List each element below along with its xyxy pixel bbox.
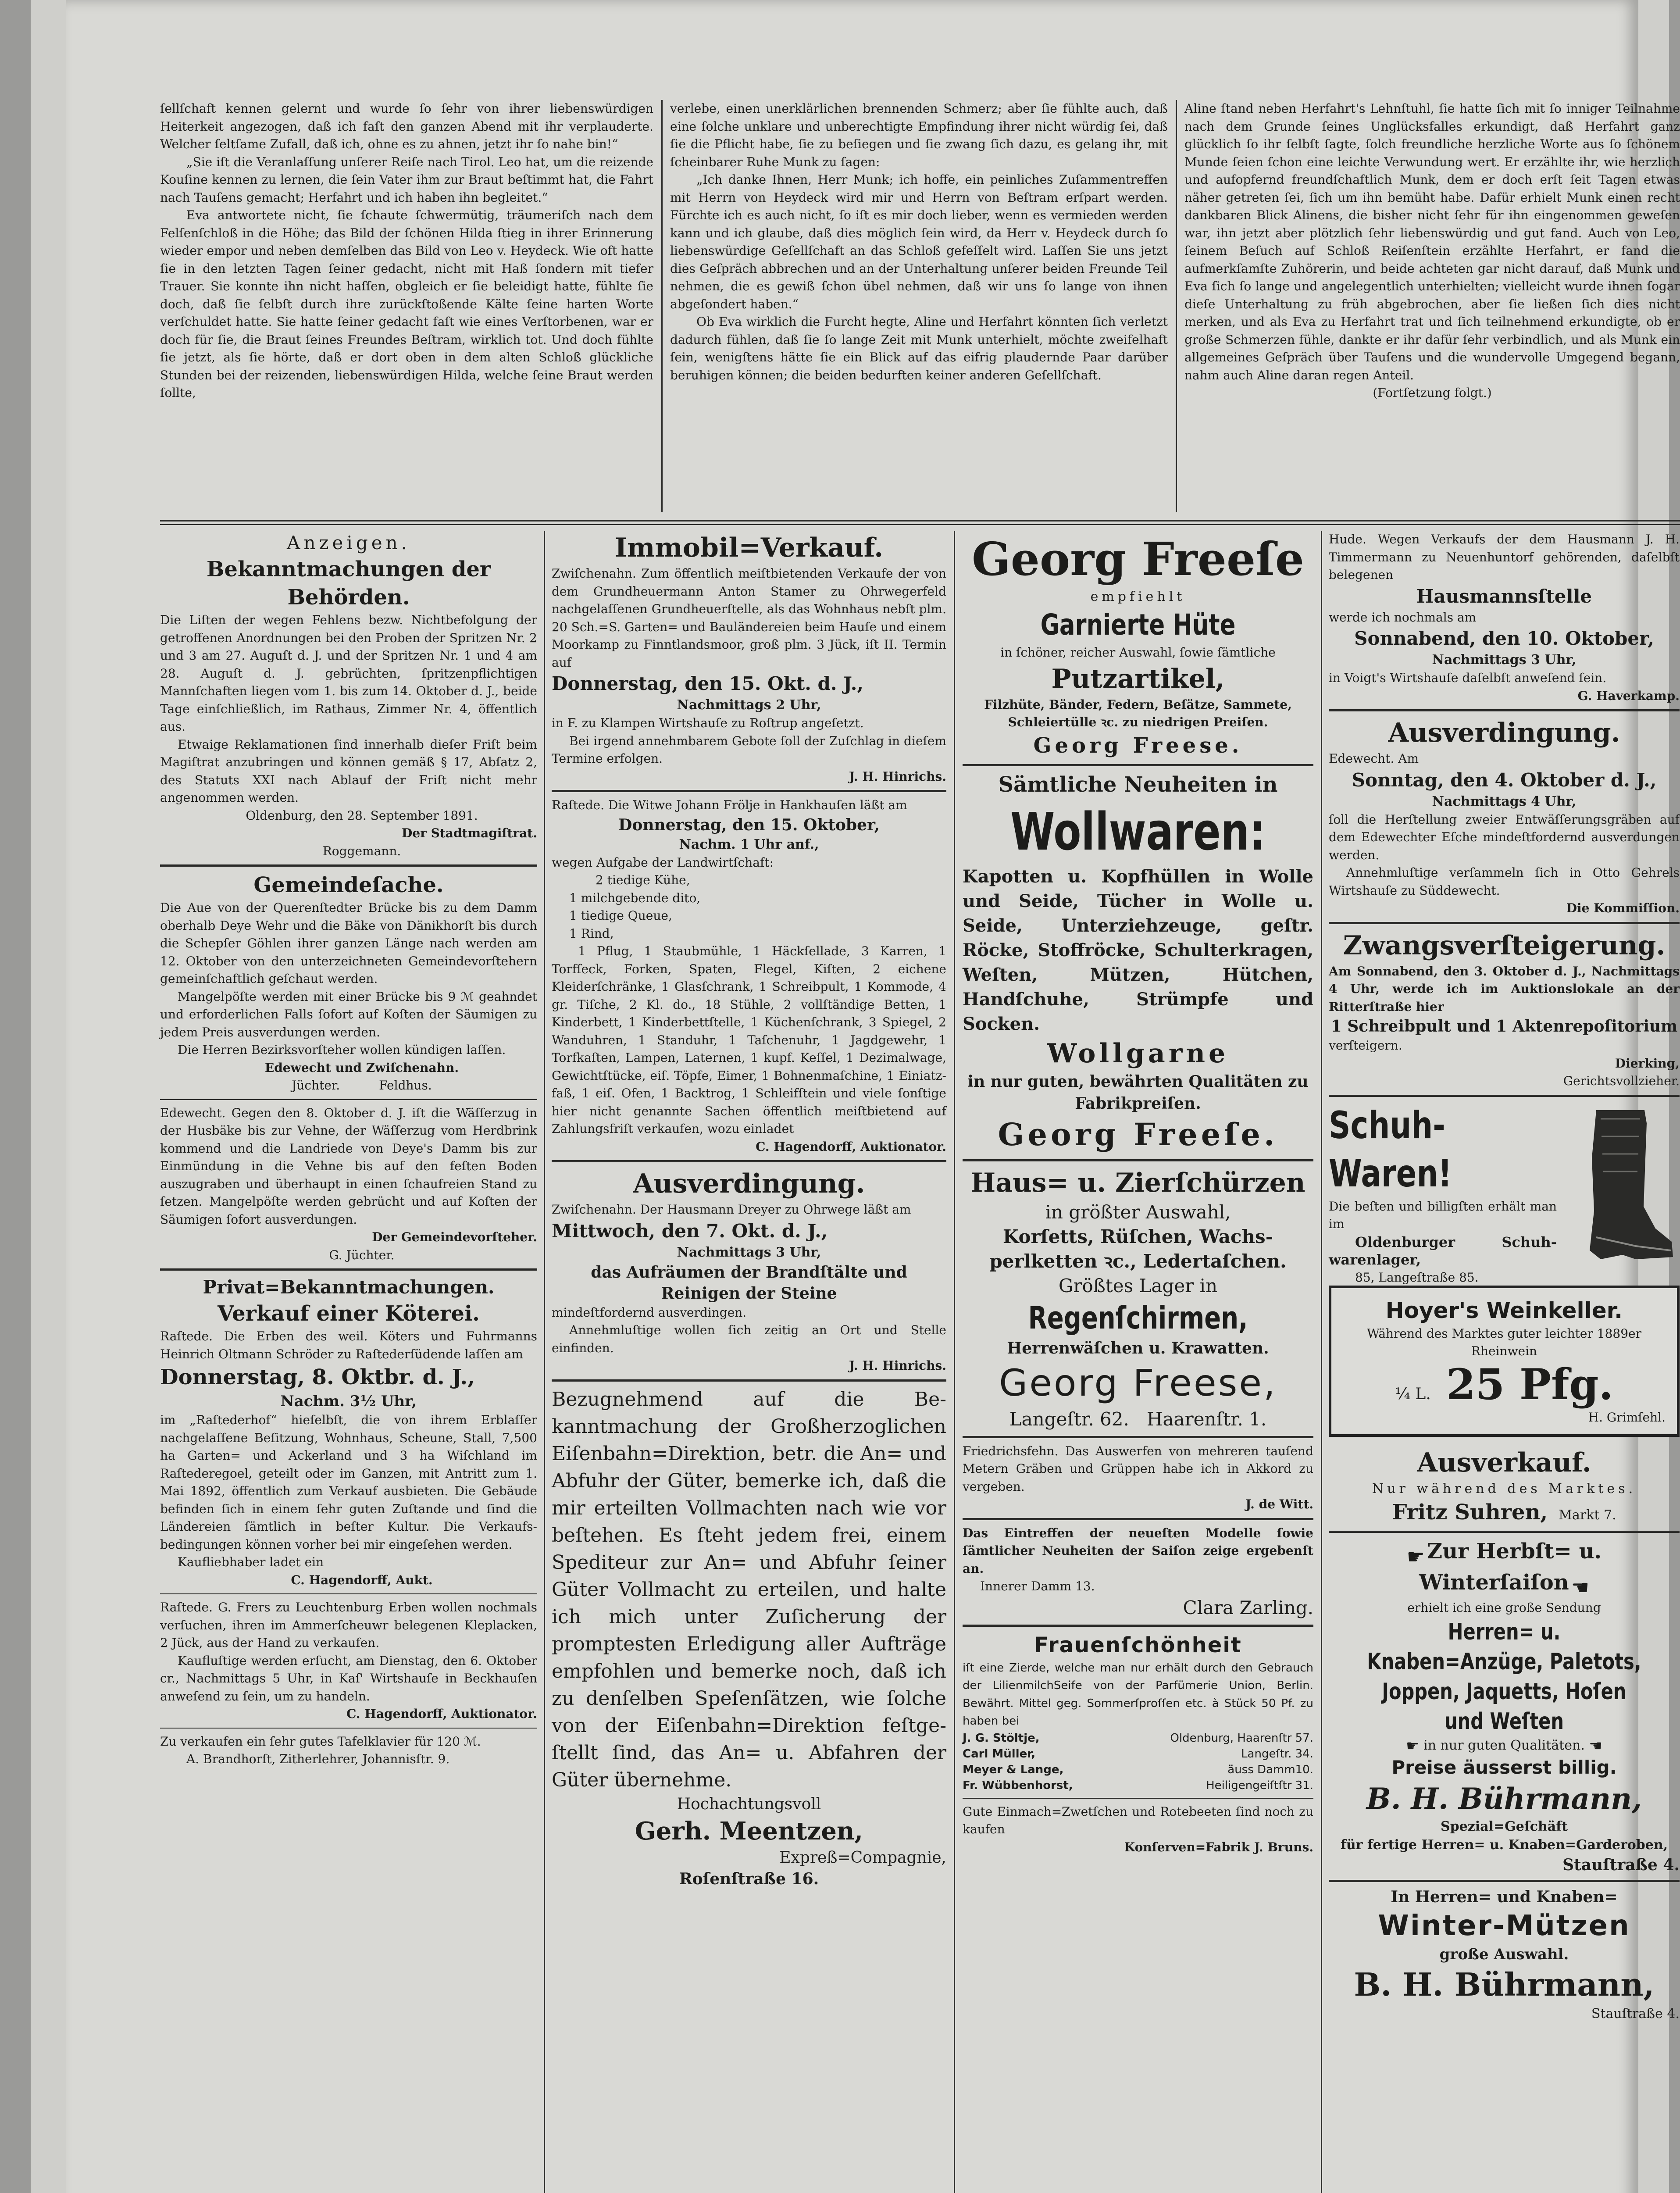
ad-text: in nur guten, bewährten Qualitäten zu Fabrikpreiſen. <box>967 1072 1309 1113</box>
ad-signature: C. Hagendorff, Auktionator. <box>346 1707 537 1721</box>
ad-text: in größter Auswahl, <box>1045 1201 1231 1223</box>
ad-signature: Dierking, <box>1615 1056 1680 1071</box>
ad-subtitle: große Auswahl. <box>1439 1945 1569 1963</box>
ad-signature: J. H. Hinrichs. <box>849 1358 946 1373</box>
pointing-hand-icon: ☚ <box>1571 1575 1590 1599</box>
ad-closing: Hochachtungsvoll <box>677 1795 821 1813</box>
ad-time: Nachmittags 3 Uhr, <box>1432 652 1577 668</box>
ad-signature-name: Gerh. Meentzen, <box>635 1816 863 1846</box>
dealer-row <box>963 1778 1313 1793</box>
dealer-name: Meyer & Lange, <box>963 1763 1064 1776</box>
section-rule <box>160 520 1680 521</box>
ad-text: Friedrichsfehn. Das Auswerfen von mehreren tauſend Metern Gräben und Grüppen habe ich in Akkord zu vergeben. <box>963 1443 1313 1494</box>
shoe-ad <box>1329 1101 1680 1285</box>
ad-title: Immobil=Verkauf. <box>614 532 884 563</box>
ad-text: erhielt ich eine große Sendung <box>1407 1600 1601 1615</box>
dealer-address: Oldenburg, Haarenſtr 57. <box>1170 1731 1313 1745</box>
ad-text: Die Aue von der Querenſtedter Brücke bis zu dem Damm oberhalb Deye Wehr und die Bäke von Dänikhorſt bis durch die Schepſer Göhlen ihrer ganzen Länge nach werden am 12. Oktober von den unterzeichneten Gemeindevorſtehern gemeinſchaftlich geſchaut werden. <box>160 900 537 986</box>
ad-brand-name: Georg Freese. <box>1033 733 1243 758</box>
ad-product-heading: Winter-Mützen <box>1378 1909 1630 1942</box>
ad-product-heading: Garnierte Hüte <box>1040 608 1236 642</box>
ad-text: Edewecht. Am <box>1329 751 1419 766</box>
ad-product-list: Herrenwäſchen u. Krawatten. <box>1007 1339 1269 1357</box>
section-rule <box>160 524 1680 525</box>
ad-divider <box>552 1160 946 1162</box>
story-paragraph: „Ich danke Ihnen, Herr Munk; ich hoffe, ein peinliches Zuſammentreffen mit Herrn von Heydeck wird mir und Herrn von Beſtram erſpart werden. Fürchte ich es auch nicht, ſo iſt es mir doch lieber, wenn es vermieden werden kann und ich glaube, daß dies möglich ſein wird, da Herr v. Heydeck durch ſo liebenswürdige Geſellſchaft an das Schloß gefeſſelt wird. Laſſen Sie uns jetzt dies Geſpräch abbrechen und an der Unterhaltung unſerer beiden Freunde Teil nehmen, die es gewiß ſchon übel nehmen, daß wir uns ſo lange von ihnen abgeſondert haben.“ <box>670 172 1168 311</box>
ad-signature: Konſerven=Fabrik J. Bruns. <box>1124 1839 1313 1854</box>
ad-address: Stauſtraße 4. <box>1562 1855 1680 1874</box>
dealer-row <box>963 1730 1313 1746</box>
ad-title: Schuh-Waren! <box>1329 1103 1452 1196</box>
ad-shop-name: Oldenburger Schuhwarenlager, <box>1329 1233 1557 1268</box>
ad-signature: H. Grimſehl. <box>1588 1410 1666 1425</box>
ad-text: verſteigern. <box>1329 1038 1402 1053</box>
ad-product-list: Korſetts, Rüſchen, Wachsperlketten ꝛc., Ledertaſchen. <box>989 1225 1287 1272</box>
ad-time: Nachmittags 3 Uhr, <box>677 1244 821 1260</box>
ad-time: Nachm. 3½ Uhr, <box>280 1393 417 1410</box>
ad-title: Hoyer's Weinkeller. <box>1385 1297 1623 1323</box>
ad-product-heading: Frauenſchönheit <box>1034 1632 1242 1657</box>
ad-divider <box>160 1728 537 1729</box>
ad-time: Nachmittags 2 Uhr, <box>677 697 821 713</box>
ad-title: Ausverdingung. <box>633 1168 865 1199</box>
continued-note: (Fortſetzung folgt.) <box>1373 386 1492 400</box>
ad-subtitle: Spezial=Geſchäft <box>1440 1818 1568 1834</box>
column-divider <box>1176 100 1177 512</box>
dealer-list <box>963 1730 1313 1793</box>
column-divider <box>661 100 663 512</box>
ad-text: Etwaige Reklamationen ſind innerhalb dieſer Friſt beim Magiſtrat anzubringen und können gemäß § 17, Abſatz 2, des Statuts XXI nach Ablauf der Friſt nicht mehr angenommen werden. <box>160 737 537 805</box>
pointing-hand-icon: ☛ <box>1406 1737 1420 1755</box>
ad-subtitle: für fertige Herren= u. Knaben=Garderoben, <box>1340 1837 1668 1853</box>
dealer-name: Fr. Wübbenhorst, <box>963 1779 1073 1792</box>
wine-ad-box <box>1329 1286 1680 1437</box>
ad-text: Filzhüte, Bänder, Federn, Beſätze, Sammete, Schleiertülle ꝛc. zu niedrigen Preiſen. <box>984 697 1292 729</box>
price-line <box>1343 1361 1666 1409</box>
ad-signature: Gerichtsvollzieher. <box>1563 1074 1680 1088</box>
ad-product-heading: Putzartikel, <box>1051 663 1225 694</box>
story-paragraph: Ob Eva wirklich die Furcht hegte, Aline und Herfahrt könnten ſich verletzt dadurch fühlen, daß ſie ſo lange Zeit mit Munk unterhielt, möchte zweifelhaft ſein, wenigſtens hätte ſie ein Blick auf das eifrig plaudernde Paar darüber beruhigen können; die beiden bedurften keiner anderen Geſellſchaft. <box>670 314 1168 382</box>
ad-text: Bei irgend annehmbarem Gebote ſoll der Zuſchlag in dieſem Termine erfolgen. <box>552 733 946 766</box>
ad-item-list: 2 tiedige Kühe, 1 milchgebende dito, 1 tiedige Queue, 1 Rind, <box>569 873 701 941</box>
ad-text: Hude. Wegen Verkaufs der dem Hausmann J. H. Timmermann zu Neuenhuntorf gehörenden, daſelbſt belegenen <box>1329 532 1680 582</box>
ad-text: Die Liſten der wegen Fehlens bezw. Nichtbefolgung der getroffenen Anordnungen bei den Proben der Spritzen Nr. 2 und 3 am 27. Auguſt d. J. und der Spritzen Nr. 1 und 4 am 28. Auguſt d. J. gebrüchten, ſpritzenpflichtigen Mannſchaften liegen vom 1. bis zum 14. Oktober d. J., beide Tage einſchließlich, im Rathaus, Zimmer Nr. 4, öffentlich aus. <box>160 613 537 734</box>
dealer-address: äuss Damm10. <box>1227 1763 1313 1776</box>
ad-signature: G. Jüchter. <box>329 1247 395 1262</box>
ads-column-d <box>1329 531 1680 2193</box>
ad-text: 1 Pflug, 1 Staubmühle, 1 Häckſellade, 3 Karren, 1 Torfſeck, Forken, Spaten, Flegel, Kiſten, 2 eichene Kleiderſchränke, 1 Glasſchrank, 1 Schreibpult, 1 Kommode, 4 gr. Tiſche, 2 Kl. do., 18 Stühle, 2 vollſtändige Betten, 1 Kinderbett, 1 Kinderbettſtelle, 1 Küchenſchrank, 3 Spiegel, 2 Wanduhren, 1 Standuhr, 1 Taſchenuhr, 1 Jagdgewehr, 1 Torfkaſten, Lampen, Laternen, 1 kupf. Keſſel, 1 Dezimalwage, Gewichtſtücke, eiſ. Töpfe, Eimer, 1 Bohnenmaſchine, 1 Einiatzfaß, 1 eiſ. Ofen, 1 Backtrog, 1 Schleifſtein und viele ſonſtige hier nicht genannte Sachen öffentlich meiſtbietend auf Zahlungsfriſt verkaufen, wozu einladet <box>552 944 946 1136</box>
ad-text: Das Eintreffen der neueſten Modelle ſowie ſämtlicher Neuheiten der Saiſon zeige ergebenſt an. <box>963 1525 1313 1576</box>
ad-subtitle: empfiehlt <box>1090 589 1186 604</box>
ad-brand-name: Georg Freeſe <box>971 532 1305 586</box>
ad-text: Raſtede. Die Witwe Johann Frölje in Hankhauſen läßt am <box>552 798 907 812</box>
ad-signature-firm: Expreß=Compagnie, <box>779 1848 946 1867</box>
ad-title: Ausverdingung. <box>1388 718 1620 748</box>
ad-product-heading: Wollgarne <box>1047 1038 1229 1069</box>
dealer-row <box>963 1746 1313 1762</box>
ad-signature: Roggemann. <box>322 843 401 858</box>
season-heading-line <box>1329 1537 1680 1599</box>
ad-title: Gemeindeſache. <box>253 873 444 897</box>
dealer-name: Carl Müller, <box>963 1747 1036 1761</box>
ad-text: in ſchöner, reicher Auswahl, ſowie ſämtliche <box>1000 645 1276 660</box>
ad-divider <box>1329 922 1680 924</box>
ad-price: 25 Pfg. <box>1446 1359 1613 1409</box>
ad-signature: G. Haverkamp. <box>1577 688 1680 703</box>
ad-text-emph: das Aufräumen der Brandſtälte und Reinigen der Steine <box>591 1263 907 1303</box>
ad-signature: Jüchter. Feldhus. <box>292 1078 432 1093</box>
ad-text: Die Herren Bezirksvorſteher wollen kündigen laſſen. <box>178 1043 506 1057</box>
ad-date: Donnerstag, 8. Oktbr. d. J., <box>160 1365 475 1389</box>
ad-time: Nachmittags 4 Uhr, <box>1432 793 1577 809</box>
ad-text: Größtes Lager in <box>1058 1275 1218 1297</box>
story-paragraph: ſellſchaft kennen gelernt und wurde ſo ſehr von ihrer liebenswürdigen Heiterkeit angezogen, daß ich faſt den ganzen Abend mit ihr verplauderte. Welcher ſeltſame Zufall, daß ich, ohne es zu ahnen, jetzt ihr ſo nahe bin!“ <box>160 101 653 151</box>
story-paragraph: verlebe, einen unerklärlichen brennenden Schmerz; aber ſie fühlte auch, daß eine ſolche unklare und unberechtigte Empfindung ihrer nicht würdig ſei, daß ſie die Pflicht habe, ſie zu beſiegen und ſie zwang ſich dazu, es gelang ihr, mit ſcheinbarer Ruhe Munk zu ſagen: <box>670 101 1168 169</box>
ads-column-c <box>963 531 1313 2193</box>
ad-divider <box>160 864 537 867</box>
ad-shop-name: B. H. Bührmann, <box>1354 1965 1655 2003</box>
ad-price-note: Preise äusserst billig. <box>1391 1756 1617 1778</box>
ad-divider <box>552 790 946 792</box>
ad-subtitle: Nur während des Marktes. <box>1372 1481 1637 1497</box>
ad-title: Bekanntmachungen der Behörden. <box>206 557 491 610</box>
ad-address: Stauſtraße 4. <box>1591 2006 1680 2022</box>
pointing-line <box>1329 1736 1680 1755</box>
ad-text: in Voigt's Wirtshauſe daſelbſt anweſend ſein. <box>1329 671 1607 685</box>
ad-date: Sonnabend, den 10. Oktober, <box>1354 628 1654 649</box>
ad-address: Langeſtr. 62. Haarenſtr. 1. <box>1009 1408 1267 1430</box>
ad-text: Annehmluſtige verſammeln ſich in Otto Gehrels Wirtshauſe zu Süddewecht. <box>1329 865 1680 898</box>
ad-title: Hausmannsſtelle <box>1416 585 1592 607</box>
ad-text: Zwiſchenahn. Der Hausmann Dreyer zu Ohrwege läßt am <box>552 1202 911 1217</box>
ad-text: wegen Aufgabe der Landwirtſchaft: <box>552 855 774 870</box>
ad-text: Annehmluſtige wollen ſich zeitig an Ort und Stelle einfinden. <box>552 1323 946 1355</box>
story-column-3 <box>1184 100 1680 517</box>
ad-text: Raſtede. G. Frers zu Leuchtenburg Erben wollen nochmals verſuchen, ihren im Ammerſcheuwr belegenen Kleplacken, 2 Jück, aus der Hand zu verkaufen. <box>160 1600 537 1650</box>
ad-divider <box>963 1518 1313 1520</box>
ad-address: Roſenſtraße 16. <box>679 1869 819 1888</box>
ad-text: Kaufliebhaber ladet ein <box>178 1555 324 1569</box>
ad-address: Markt 7. <box>1559 1507 1616 1523</box>
ad-shop-name: B. H. Bührmann, <box>1366 1781 1642 1816</box>
column-divider <box>1321 531 1322 2193</box>
newspaper-page <box>66 0 1680 2193</box>
story-column-1 <box>160 100 653 517</box>
ad-text: Raſtede. Die Erben des weil. Köters und Fuhrmanns Heinrich Oltmann Schröder zu Raſtederſüdende laſſen am <box>160 1329 537 1361</box>
dealer-address: Heiligengeiſtſtr 31. <box>1206 1779 1313 1792</box>
ad-text: Während des Marktes guter leichter 1889er Rheinwein <box>1366 1326 1642 1358</box>
ad-text: Edewecht. Gegen den 8. Oktober d. J. iſt die Wäſſerzug in der Husbäke bis zur Vehne, der Wäſſerzug vom Herdbrink kommend und die Landriede von Deye's Damm bis zur Einmündung in die Vehne bis auf den feſten Boden auszugraben und überhaupt in einen ſchaufreien Stand zu ſetzen. Mangelpöſte werden gebrücht und auf Koſten der Säumigen ſofort ausverdungen. <box>160 1105 537 1227</box>
ad-divider <box>1329 1095 1680 1097</box>
ad-address: Innerer Damm 13. <box>980 1579 1095 1593</box>
ad-brand-name: Georg Freese, <box>999 1361 1277 1404</box>
ad-divider <box>963 1436 1313 1438</box>
ads-column-b <box>552 531 946 2193</box>
ad-text: im „Raſtederhof“ hieſelbſt, die von ihrem Erblaſſer nachgelaſſene Beſitzung, Wohnhaus, Scheune, Stall, 7,500 ha Garten= und Ackerland und 3 ha Wiſchland im Raſtederegoel, geteilt oder im Ganzen, mit Antritt zum 1. Mai 1892, öffentlich zum Verkauf ausbieten. Die Gebäude befinden ſich in einem ſehr guten Zuſtande und ſind die Ländereien ſämtlich in beſter Kultur. Die Verkaufsbedingungen können vorher bei mir eingeſehen werden. <box>160 1413 537 1552</box>
ad-text: Die beſten und billigſten erhält man im <box>1329 1199 1557 1231</box>
ad-title: Ausverkauf. <box>1417 1447 1591 1478</box>
ad-product-heading: Regenſchirmen, <box>1028 1300 1248 1336</box>
ad-signature: Clara Zarling. <box>1183 1597 1313 1618</box>
ad-divider <box>963 1798 1313 1799</box>
ad-signature: J. de Witt. <box>1245 1497 1313 1511</box>
ad-text: Mangelpöſte werden mit einer Brücke bis 9 ℳ geahndet und erforderlichen Falls ſofort auf Koſten der Säumigen zu jedem Preis ausverdungen werden. <box>160 989 537 1039</box>
ad-product-heading: Sämtliche Neuheiten in <box>998 772 1278 797</box>
ad-divider <box>1329 1880 1680 1882</box>
ad-signature: Edewecht und Zwiſchenahn. <box>264 1060 459 1075</box>
ad-divider <box>552 1379 946 1382</box>
ad-product-list: Herren= u. Knaben=Anzüge, Paletots, Joppen, Jaquetts, Hoſen und Weſten <box>1367 1618 1641 1735</box>
ad-title: Verkauf einer Köterei. <box>218 1301 480 1326</box>
ad-item: 1 Schreibpult und 1 Aktenrepoſitorium <box>1330 1017 1678 1036</box>
ad-divider <box>963 1625 1313 1627</box>
dealer-row <box>963 1762 1313 1778</box>
ad-text: werde ich nochmals am <box>1329 610 1477 625</box>
ads-column-a <box>160 531 537 2193</box>
ad-date: Donnerstag, den 15. Oktober, <box>618 815 880 834</box>
story-paragraph: Eva antwortete nicht, ſie ſchaute ſchwermütig, träumeriſch nach dem Felſenſchloß in die Höhe; das Bild der ſchönen Hilda ſtieg in ihrer Erinnerung wieder empor und neben demſelben das Bild von Leo v. Heydeck. Wie oft hatte ſie in den letzten Tagen ſeiner gedacht, nicht mit Haß ſondern mit tiefer Trauer. Sie konnte ihn nicht haſſen, obgleich er ſie beleidigt hatte, fühlte ſie doch, daß ſie ſelbſt durch ihre zurückſtoßende Kälte ſeine harten Worte verſchuldet hatte. Sie hatte ſeiner gedacht faſt wie eines Verſtorbenen, war er doch für ſie, die Braut ſeines Freundes Beſtram, wirklich tot. Und doch fühlte ſie jetzt, als ſie hörte, daß er dort oben in dem alten Schloß glückliche Stunden bei der reizenden, liebenswürdigen Hilda, welche ſeine Braut werden ſollte, <box>160 208 653 400</box>
ad-divider <box>963 764 1313 766</box>
ad-signature: C. Hagendorff, Auktionator. <box>756 1139 946 1154</box>
ad-date: Sonntag, den 4. Oktober d. J., <box>1352 769 1657 791</box>
ad-date: Oldenburg, den 28. September 1891. <box>246 808 478 823</box>
ad-shop-name: Fritz Suhren, <box>1392 1500 1548 1525</box>
ad-text: Zu verkaufen ein ſehr gutes Tafelklavier für 120 ℳ. <box>160 1734 481 1749</box>
ad-title: Zwangsverſteigerung. <box>1343 930 1666 961</box>
section-heading-anzeigen: Anzeigen. <box>287 532 410 554</box>
ad-text: in nur guten Qualitäten. <box>1423 1737 1585 1753</box>
ad-text: Gute Einmach=Zwetſchen und Rotebeeten ſind noch zu kaufen <box>963 1804 1313 1836</box>
ad-text: Am Sonnabend, den 3. Oktober d. J., Nachmittags 4 Uhr, werde ich im Auktionslokale an der Ritterſtraße hier <box>1329 964 1680 1014</box>
column-divider <box>544 531 545 2193</box>
ad-divider <box>160 1099 537 1100</box>
ad-address: 85, Langeſtraße 85. <box>1355 1270 1479 1285</box>
boot-icon <box>1570 1106 1675 1268</box>
ad-quantity: ¼ L. <box>1395 1385 1431 1403</box>
ad-time: Nachm. 1 Uhr anf., <box>679 836 819 852</box>
ad-text: In Herren= und Knaben= <box>1391 1887 1618 1906</box>
story-paragraph: „Sie iſt die Veranlaſſung unſerer Reiſe nach Tirol. Leo hat, um die reizende Kouſine kennen zu lernen, die ſein Vater ihm zur Braut beſtimmt hat, die Fahrt nach Tauſens gemacht; Herfahrt und ich haben ihn begleitet.“ <box>160 154 653 205</box>
ad-divider <box>1329 709 1680 711</box>
ad-divider <box>160 1593 537 1594</box>
ad-divider <box>1329 1531 1680 1533</box>
ad-product-heading-large: Wollwaren: <box>1010 801 1266 862</box>
ad-text: ſoll die Herſtellung zweier Entwäſſerungsgräben auf dem Edewechter Eſche mindeſtfordernd ausverdungen werden. <box>1329 812 1680 862</box>
story-paragraph: Aline ſtand neben Herfahrt's Lehnſtuhl, ſie hatte ſich mit ſo inniger Teilnahme nach dem Grunde ſeines Unglücksfalles erkundigt, daß Herfahrt ganz glücklich ſo ihr ſelbſt ſagte, ſolch freundliche herzliche Worte aus ſo ſchönem Munde ſeien ſchon eine leichte Verwundung wert. Er erzählte ihr, wie herzlich und aufopfernd freundſchaftlich Munk, dem er doch erſt ſeit Tagen etwas näher getreten ſei, ſich um ihn bemüht habe. Dafür erhielt Munk einen recht dankbaren Blick Alinens, die bisher nicht ſehr für ihn eingenommen geweſen war, ihn jetzt aber plötzlich ſehr liebenswürdig und gut fand. Auch von Leo, ſeinem Beſuch auf Schloß Reiſenſtein erzählte Herfahrt, er fand die aufmerkſamſte Zuhörerin, und beide achteten gar nicht darauf, daß Munk und Eva ſich ſo lange und angelegentlich unterhielten; vielleicht wurde ihnen ſogar dieſe Unterhaltung zu früh abgebrochen, aber ſie ließen ſich dies nicht merken, und als Eva zu Herfahrt trat und ſich teilnehmend erkundigte, ob er große Schmerzen fühle, dankte er ihr dafür ſehr verbindlich, und als Munk ein allgemeines Geſpräch über Tauſens und die wundervolle Umgegend begann, nahm auch Aline daran regen Anteil. <box>1184 101 1680 382</box>
ad-divider <box>963 1159 1313 1161</box>
ad-signature: A. Brandhorſt, Zitherlehrer, Johannisſtr. 9. <box>186 1752 450 1766</box>
column-divider <box>954 531 955 2193</box>
ad-date: Donnerstag, den 15. Okt. d. J., <box>552 673 863 694</box>
story-column-2 <box>670 100 1168 517</box>
ad-product-list: Kapotten u. Kopfhüllen in Wolle und Seide, Tücher in Wolle u. Seide, Unterziehzeuge, geſtr. Röcke, Stoffröcke, Schulterkragen, Weſten, Mützen, Hütchen, Handſchuhe, Strümpfe und Socken. <box>963 866 1313 1034</box>
ad-text: Kaufluſtige werden erſucht, am Dienstag, den 6. Oktober cr., Nachmittags 5 Uhr, in Kaſ' Wirtshauſe in Beckhauſen anweſend zu ſein, um zu handeln. <box>160 1653 537 1704</box>
ad-text: mindeſtfordernd ausverdingen. <box>552 1305 747 1320</box>
ad-signature: Der Stadtmagiſtrat. <box>402 826 537 840</box>
ad-text: in F. zu Klampen Wirtshauſe zu Roſtrup angeſetzt. <box>552 716 864 730</box>
ad-signature: Der Gemeindevorſteher. <box>372 1230 537 1244</box>
pointing-hand-icon: ☚ <box>1589 1737 1602 1755</box>
section-heading-privat: Privat=Bekanntmachungen. <box>203 1276 495 1298</box>
ad-text: Zwiſchenahn. Zum öffentlich meiſtbietenden Verkaufe der von dem Grundheuermann Anton Stamer zu Ohrwegerfeld nachgelaſſenen Grundheuerſtelle, als das Wohnhaus nebſt plm. 20 Sch.=S. Garten= und Bauländereien beim Hauſe und einem Moorkamp zu Finntlandsmoor, groß plm. 3 Jück, iſt II. Termin auf <box>552 566 946 670</box>
ad-title: Zur Herbſt= u. Winterſaiſon <box>1419 1539 1602 1595</box>
ad-signature: C. Hagendorff, Aukt. <box>291 1572 433 1587</box>
ad-divider <box>160 1268 537 1271</box>
pointing-hand-icon: ☛ <box>1406 1544 1425 1568</box>
ad-signature: J. H. Hinrichs. <box>849 769 946 784</box>
dealer-name: J. G. Stöltje, <box>963 1731 1040 1745</box>
dealer-address: Langeſtr. 34. <box>1241 1747 1313 1761</box>
ad-signature-line <box>1329 1498 1680 1526</box>
ad-product-heading: Haus= u. Zierſchürzen <box>970 1167 1305 1198</box>
ad-date: Mittwoch, den 7. Okt. d. J., <box>552 1220 828 1242</box>
ad-text: iſt eine Zierde, welche man nur erhält durch den Gebrauch der LilienmilchSeife von der Parfümerie Union, Berlin. Bewährt. Mittel geg. Sommerſproſſen etc. à Stück 50 Pf. zu haben bei <box>963 1661 1313 1728</box>
ad-brand-name: Georg Freeſe. <box>998 1116 1278 1153</box>
ad-text-large: Bezugnehmend auf die Bekanntmachung der Großherzoglichen Eiſenbahn=Direktion, betr. die An= und Abfuhr der Güter, bemerke ich, daß die mir erteilten Vollmachten nach wie vor beſtehen. Es ſteht jedem frei, einem Spediteur zur An= und Abfuhr ſeiner Güter Vollmacht zu erteilen, und halte ich mich unter Zuſicherung der promptesten Erledigung aller Aufträge empfohlen und bemerke noch, daß ich zu denſelben Speſenſätzen, wie ſolche von der Eiſenbahn=Direktion feſtgeſtellt ſind, das An= u. Abfahren der Güter übernehme. <box>552 1388 946 1791</box>
ad-signature: Die Kommiſſion. <box>1566 901 1680 915</box>
